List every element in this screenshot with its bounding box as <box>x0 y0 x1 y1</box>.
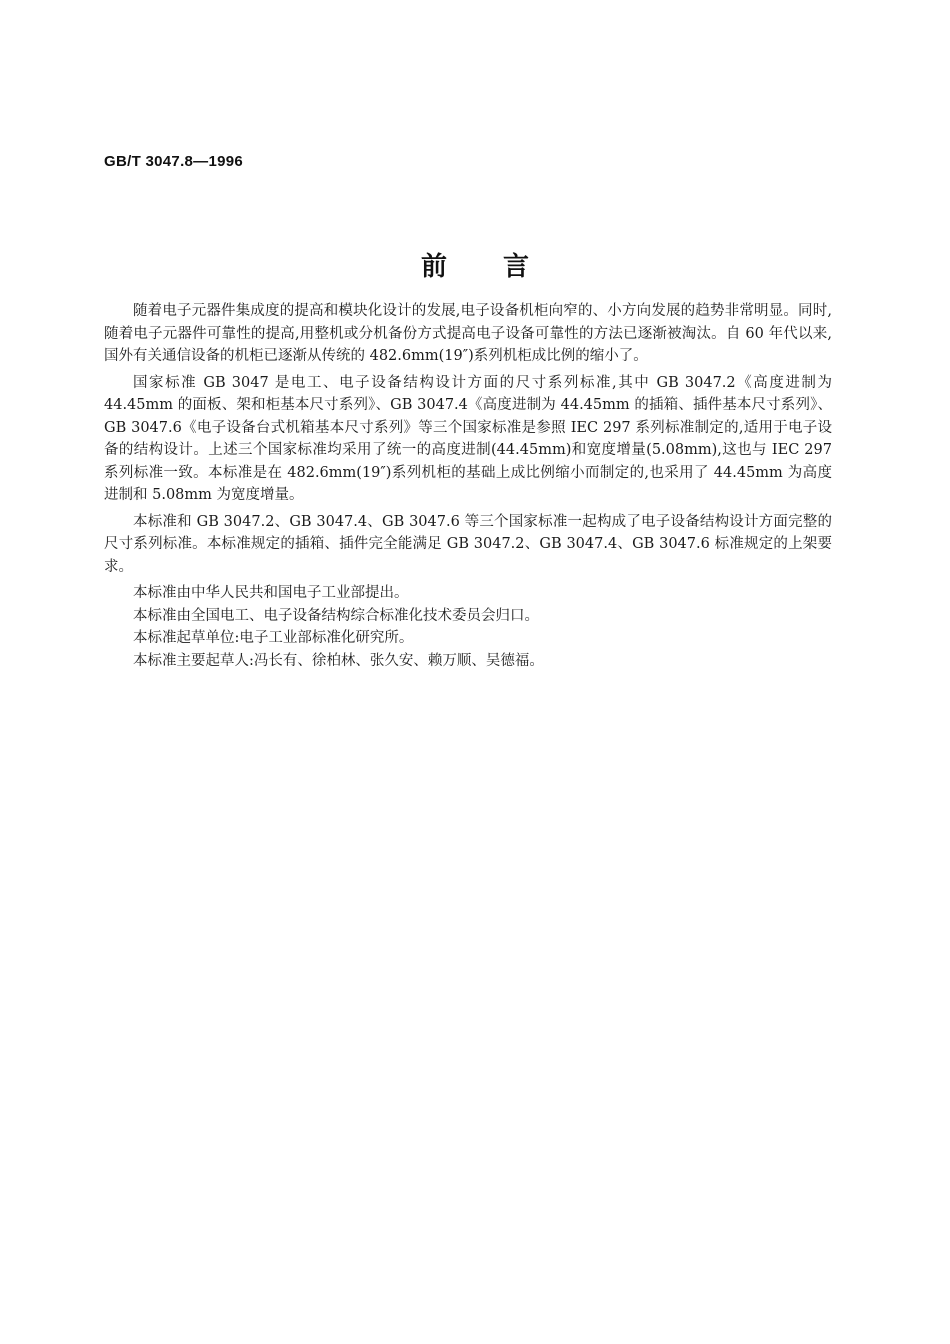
paragraph-2: 国家标准 GB 3047 是电工、电子设备结构设计方面的尺寸系列标准,其中 GB 3047.2《高度进制为 44.45mm 的面板、架和柜基本尺寸系列》、GB 3047.4《高度进制为 44.45mm 的插箱、插件基本尺寸系列》、GB 3047.6《电子设备台式机箱基本尺寸系列》等三个国家标准是参照 IEC 297 系列标准制定的,适用于电子设备的结构设计。上述三个国家标准均采用了统一的高度进制(44.45mm)和宽度增量(5.08mm),这也与 IEC 297 系列标准一致。本标准是在 482.6mm(19″)系列机柜的基础上成比例缩小而制定的,也采用了 44.45mm 为高度进制和 5.08mm 为宽度增量。 <box>104 374 832 503</box>
paragraph-4: 本标准由中华人民共和国电子工业部提出。 <box>133 585 409 601</box>
paragraph-5: 本标准由全国电工、电子设备结构综合标准化技术委员会归口。 <box>133 607 539 624</box>
preface-body <box>104 300 832 672</box>
paragraph-7: 本标准主要起草人:冯长有、徐柏林、张久安、赖万顺、吴德福。 <box>133 652 544 669</box>
paragraph-1: 随着电子元器件集成度的提高和模块化设计的发展,电子设备机柜向窄的、小方向发展的趋势非常明显。同时,随着电子元器件可靠性的提高,用整机或分机备份方式提高电子设备可靠性的方法已逐渐被淘汰。自 60 年代以来,国外有关通信设备的机柜已逐渐从传统的 482.6mm(19″)系列机柜成比例的缩小了。 <box>104 303 832 364</box>
paragraph-6: 本标准起草单位:电子工业部标准化研究所。 <box>133 630 414 646</box>
paragraph-3: 本标准和 GB 3047.2、GB 3047.4、GB 3047.6 等三个国家标准一起构成了电子设备结构设计方面完整的尺寸系列标准。本标准规定的插箱、插件完全能满足 GB 3047.2、GB 3047.4、GB 3047.6 标准规定的上架要求。 <box>104 513 832 575</box>
page-title: 前言 <box>420 252 585 282</box>
standard-code: GB/T 3047.8—1996 <box>104 153 244 170</box>
